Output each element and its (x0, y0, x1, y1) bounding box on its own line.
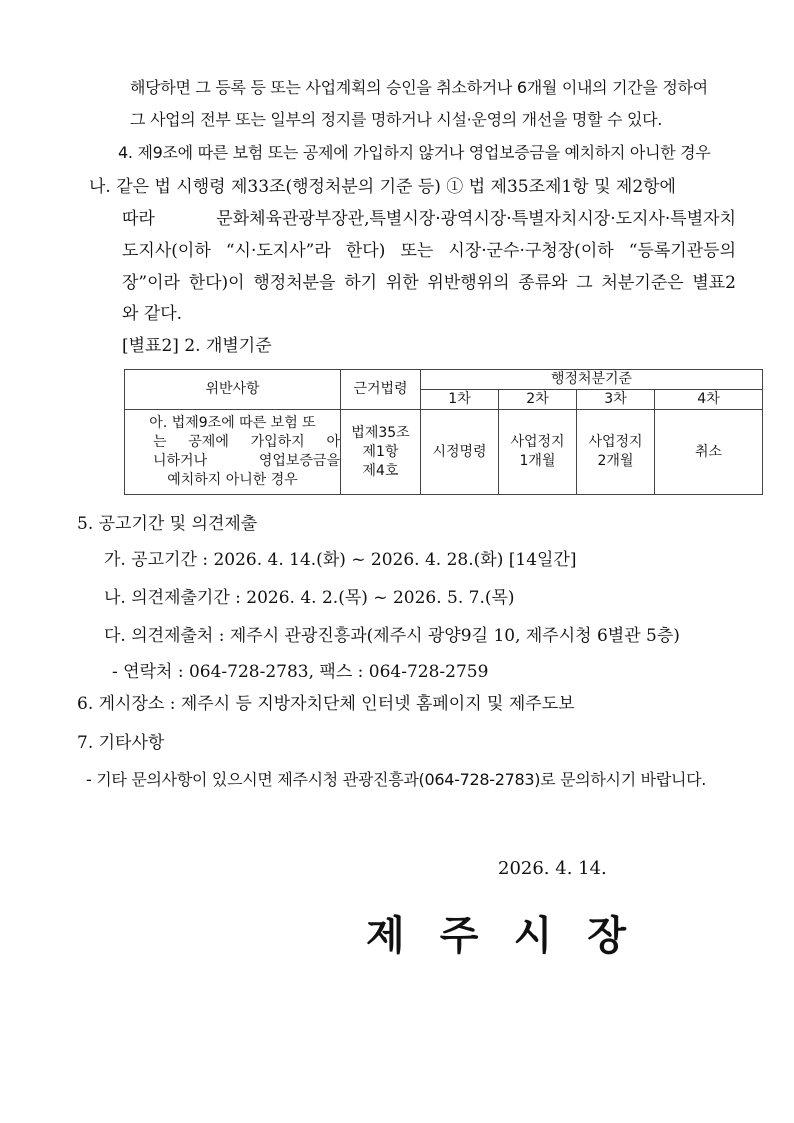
round-2-duration: 1개월 (519, 453, 556, 469)
header-round-2: 2차 (499, 390, 577, 410)
intro-line-2: 그 사업의 전부 또는 일부의 정지를 명하거나 시설·운영의 개선을 명할 수 있다. (130, 110, 663, 129)
violation-line: 는 공제에 가입하지 아 (153, 434, 340, 450)
legal-basis-line: 법제35조 (351, 424, 410, 441)
header-violation: 위반사항 (125, 370, 341, 410)
opinion-period: 나. 의견제출기간 : 2026. 4. 2.(목) ~ 2026. 5. 7.(목) (104, 588, 515, 608)
header-round-1: 1차 (421, 390, 499, 410)
intro-line-1: 해당하면 그 등록 등 또는 사업계획의 승인을 취소하거나 6개월 이내의 기간을 정하여 (130, 78, 708, 97)
header-criteria: 행정처분기준 (421, 370, 763, 390)
violation-line: 아. 법제9조에 따른 보험 또 (149, 415, 316, 431)
legal-basis-line: 제4호 (362, 462, 399, 479)
round-4-cell (655, 410, 763, 495)
header-round-4: 4차 (655, 390, 763, 410)
header-round-3: 3차 (577, 390, 655, 410)
section-6-heading: 6. 게시장소 : 제주시 등 지방자치단체 인터넷 홈페이지 및 제주도보 (77, 694, 575, 714)
notice-date: 2026. 4. 14. (498, 858, 607, 879)
signer-char: 제 (366, 913, 405, 959)
round-3-value: 사업정지 (588, 434, 643, 450)
sanction-criteria-table (124, 369, 763, 495)
section-na-line-5: 와 같다. (122, 304, 183, 324)
round-1-cell (421, 410, 499, 495)
legal-basis-line: 제1항 (362, 443, 399, 460)
round-1-value: 시정명령 (432, 443, 487, 460)
signer-char: 장 (587, 913, 626, 959)
section-na-line-3: 도지사(이하 “시·도지사”라 한다) 또는 시장·군수·구청장(이하 “등록기관등의 (122, 241, 736, 261)
round-4-value: 취소 (694, 443, 723, 460)
round-3-cell (577, 410, 655, 495)
posting-period: 가. 공고기간 : 2026. 4. 14.(화) ~ 2026. 4. 28.(화) [14일간] (104, 550, 577, 570)
table-caption: [별표2] 2. 개별기준 (122, 336, 272, 356)
signer-char: 주 (439, 913, 479, 959)
round-3-duration: 2개월 (597, 453, 634, 469)
contact-info: - 연락처 : 064-728-2783, 팩스 : 064-728-2759 (112, 662, 489, 682)
table-row (125, 410, 763, 495)
signer-char: 시 (513, 913, 553, 959)
section-na-line-2: 따라 문화체육관광부장관,특별시장·광역시장·특별자치시장·도지사·특별자치 (122, 209, 736, 229)
round-2-cell (499, 410, 577, 495)
section-5-heading: 5. 공고기간 및 의견제출 (77, 514, 258, 534)
section-na-line-4: 장”이라 한다)이 행정처분을 하기 위한 위반행위의 종류와 그 처분기준은 별표2 (122, 273, 736, 293)
opinion-submission-place: 다. 의견제출처 : 제주시 관광진흥과(제주시 광양9길 10, 제주시청 6별관 5층) (104, 626, 680, 646)
violation-cell (125, 410, 341, 495)
section-7-heading: 7. 기타사항 (77, 733, 165, 753)
header-legal-basis: 근거법령 (341, 370, 421, 410)
section-na-line-1: 나. 같은 법 시행령 제33조(행정처분의 기준 등) ① 법 제35조제1항 및 제2항에 (89, 177, 676, 197)
intro-item-4: 4. 제9조에 따른 보험 또는 공제에 가입하지 않거나 영업보증금을 예치하지 아니한 경우 (118, 143, 711, 162)
violation-line: 예치하지 아니한 경우 (167, 472, 298, 488)
inquiry-note: - 기타 문의사항이 있으시면 제주시청 관광진흥과(064-728-2783)로 문의하시기 바랍니다. (86, 770, 707, 789)
violation-line: 니하거나 영업보증금을 (153, 453, 340, 469)
legal-basis-cell (341, 410, 421, 495)
round-2-value: 사업정지 (510, 434, 565, 450)
signer-title (366, 910, 626, 962)
